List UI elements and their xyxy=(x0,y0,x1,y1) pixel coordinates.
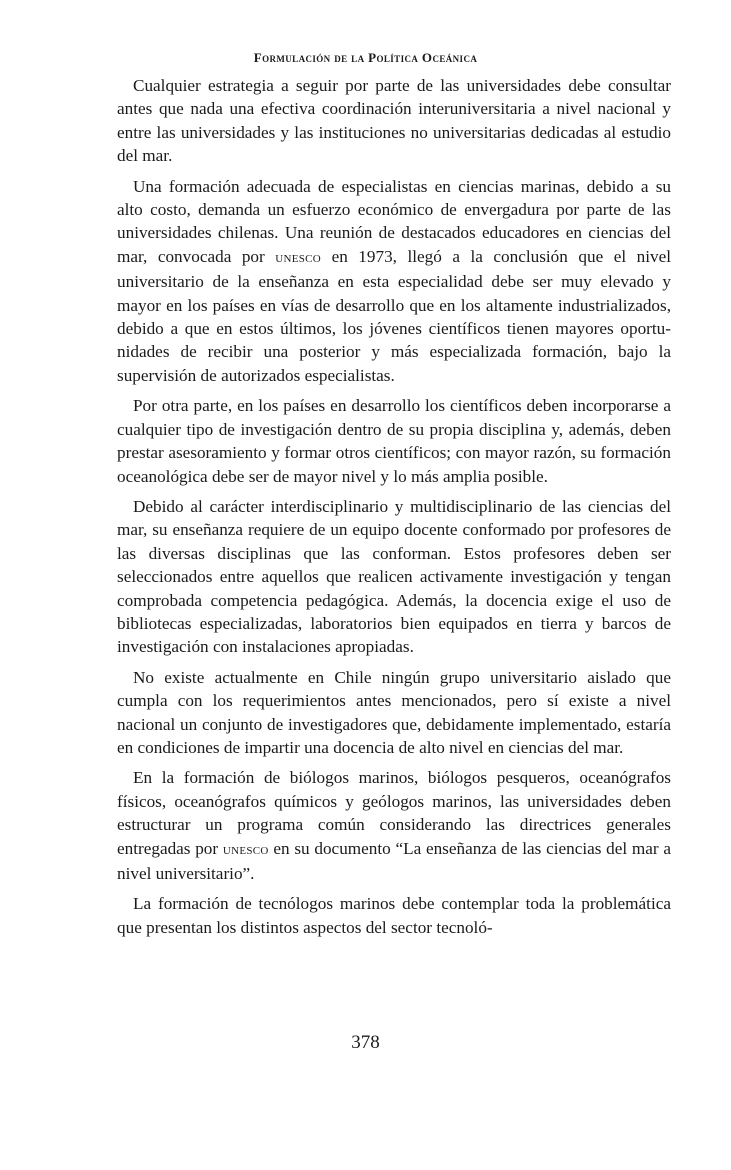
organization-name: unesco xyxy=(222,841,269,858)
body-text xyxy=(117,74,671,946)
paragraph-text-part: En la formación de biólogos marinos, biólogos pesqueros, oceanógrafos físicos, oceanógrafos químicos y geólogos marinos, las universidades deben estructurar un programa común considerando las directrices generales entregadas por xyxy=(117,768,671,858)
paragraph-text-part: en su documento “La enseñanza de las ciencias del mar a nivel universitario”. xyxy=(117,838,671,883)
paragraph-developing-countries: Por otra parte, en los países en desarrollo los científicos deben incorporarse a cualquier tipo de investigación dentro de su propia disciplina y, además, deben prestar asesoramiento y formar otros científicos; con mayor razón, su formación oceanológica debe ser de mayor nivel y lo más amplia posible. xyxy=(117,396,671,486)
organization-name: unesco xyxy=(275,249,322,266)
paragraph-specialist-training xyxy=(117,175,671,388)
paragraph-text-part: Una formación adecuada de especialistas en ciencias marinas, debido a su alto costo, demanda un esfuerzo económico de envergadura por parte de las universidades chilenas. Una reunión de destacados educadores en ciencias del mar, convocada por xyxy=(117,176,671,266)
running-head: Formulación de la Política Oceánica xyxy=(253,50,478,65)
page-number: 378 xyxy=(351,1032,380,1053)
paragraph-interdisciplinary-teaching: Debido al carácter interdisciplinario y multidisciplinario de las ciencias del mar, su enseñanza requiere de un equipo docente conformado por profesores de las diversas disciplinas que las conforman. Estos profesores deben ser seleccionados entre aquellos que realicen activamente investigación y tengan comprobada competencia pedagógica. Además, la docencia exige el uso de bibliotecas especializadas, laboratorios bien equipados en tierra y barcos de investigación con instalaciones apropiadas. xyxy=(117,496,671,657)
paragraph-common-program xyxy=(117,766,671,885)
paragraph-text-part: en 1973, llegó a la conclusión que el nivel universitario de la enseñanza en esta especialidad debe ser muy elevado y mayor en los países en vías de desarrollo que en los altamente industrializados, debido a que en estos últimos, los jóvenes científicos tienen mayores oportunidades de recibir una posterior y más especializada formación, bajo la supervisión de autorizados especialistas. xyxy=(117,246,671,385)
paragraph-university-strategy: Cualquier estrategia a seguir por parte de las universidades debe consultar antes que nada una efectiva coordinación interuniversitaria a nivel nacional y entre las universidades y las instituciones no universitarias dedicadas al estudio del mar. xyxy=(117,76,671,166)
paragraph-marine-technologists: La formación de tecnólogos marinos debe contemplar toda la problemática que presentan los distintos aspectos del sector tecnoló- xyxy=(117,894,671,937)
paragraph-national-researchers: No existe actualmente en Chile ningún grupo universitario aislado que cumpla con los requerimientos antes mencionados, pero sí existe a nivel nacional un conjunto de investigadores que, debidamente implementado, estaría en condiciones de impartir una docencia de alto nivel en ciencias del mar. xyxy=(117,667,671,757)
